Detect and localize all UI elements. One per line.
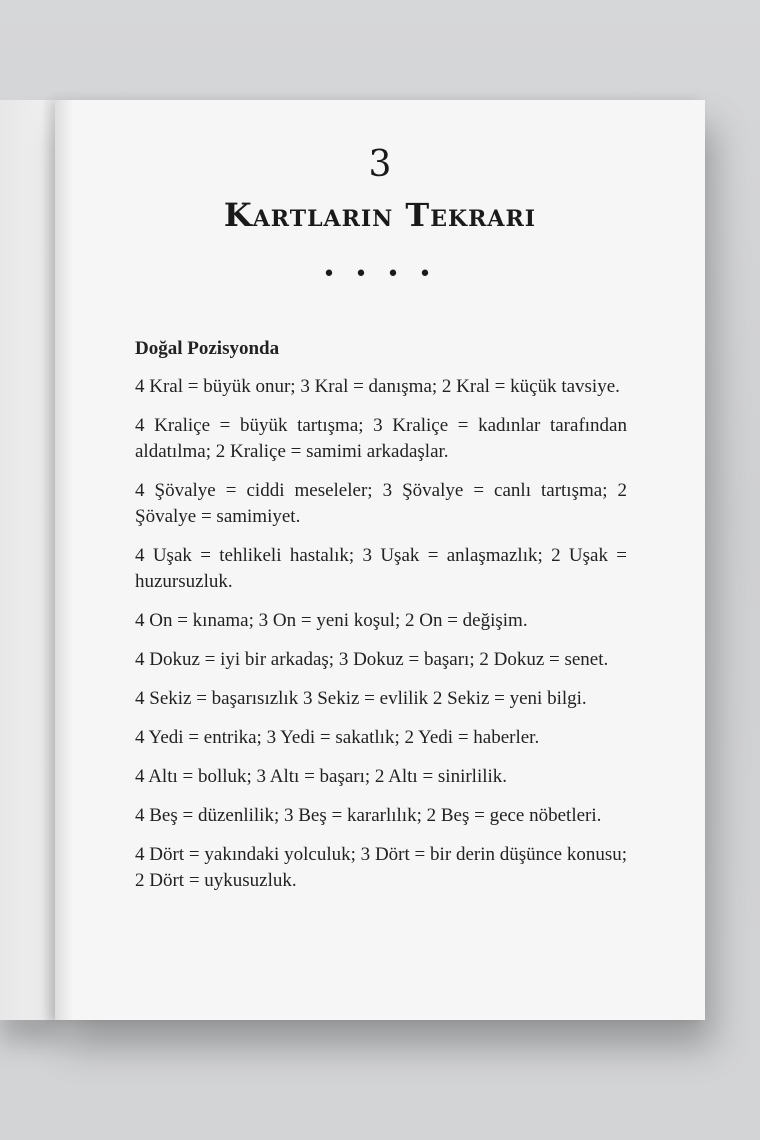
- chapter-title: Kartların Tekrarı: [223, 196, 537, 234]
- ornament-dots: • • • •: [322, 262, 438, 287]
- entry-dort: 4 Dört = yakındaki yolculuk; 3 Dört = bir derin düşünce konusu; 2 Dört = uykusuzluk.: [135, 844, 627, 891]
- entry-dokuz: 4 Dokuz = iyi bir arkadaş; 3 Dokuz = başarı; 2 Dokuz = senet.: [135, 649, 609, 670]
- entry-kral: 4 Kral = büyük onur; 3 Kral = danışma; 2 Kral = küçük tavsiye.: [135, 376, 620, 397]
- entry-bes: 4 Beş = düzenlilik; 3 Beş = kararlılık; 2 Beş = gece nöbetleri.: [135, 805, 602, 826]
- book-page: [55, 100, 705, 1020]
- section-heading: Doğal Pozisyonda: [135, 338, 280, 359]
- entry-sekiz: 4 Sekiz = başarısızlık 3 Sekiz = evlilik 2 Sekiz = yeni bilgi.: [135, 688, 587, 709]
- chapter-body: [135, 338, 627, 907]
- entry-kralice: 4 Kraliçe = büyük tartışma; 3 Kraliçe = kadınlar tarafından aldatılma; 2 Kraliçe = samimi arkadaşlar.: [135, 415, 627, 462]
- entry-alti: 4 Altı = bolluk; 3 Altı = başarı; 2 Altı = sinirlilik.: [135, 766, 508, 787]
- page-gutter-shadow: [55, 100, 73, 1020]
- chapter-number: 3: [368, 144, 392, 185]
- entry-yedi: 4 Yedi = entrika; 3 Yedi = sakatlık; 2 Yedi = haberler.: [135, 727, 540, 748]
- entry-on: 4 On = kınama; 3 On = yeni koşul; 2 On = değişim.: [135, 610, 528, 631]
- entry-sovalye: 4 Şövalye = ciddi meseleler; 3 Şövalye = canlı tartışma; 2 Şövalye = samimiyet.: [135, 480, 627, 527]
- previous-page-edge: [0, 100, 60, 1020]
- entry-usak: 4 Uşak = tehlikeli hastalık; 3 Uşak = anlaşmazlık; 2 Uşak = huzursuzluk.: [135, 545, 627, 592]
